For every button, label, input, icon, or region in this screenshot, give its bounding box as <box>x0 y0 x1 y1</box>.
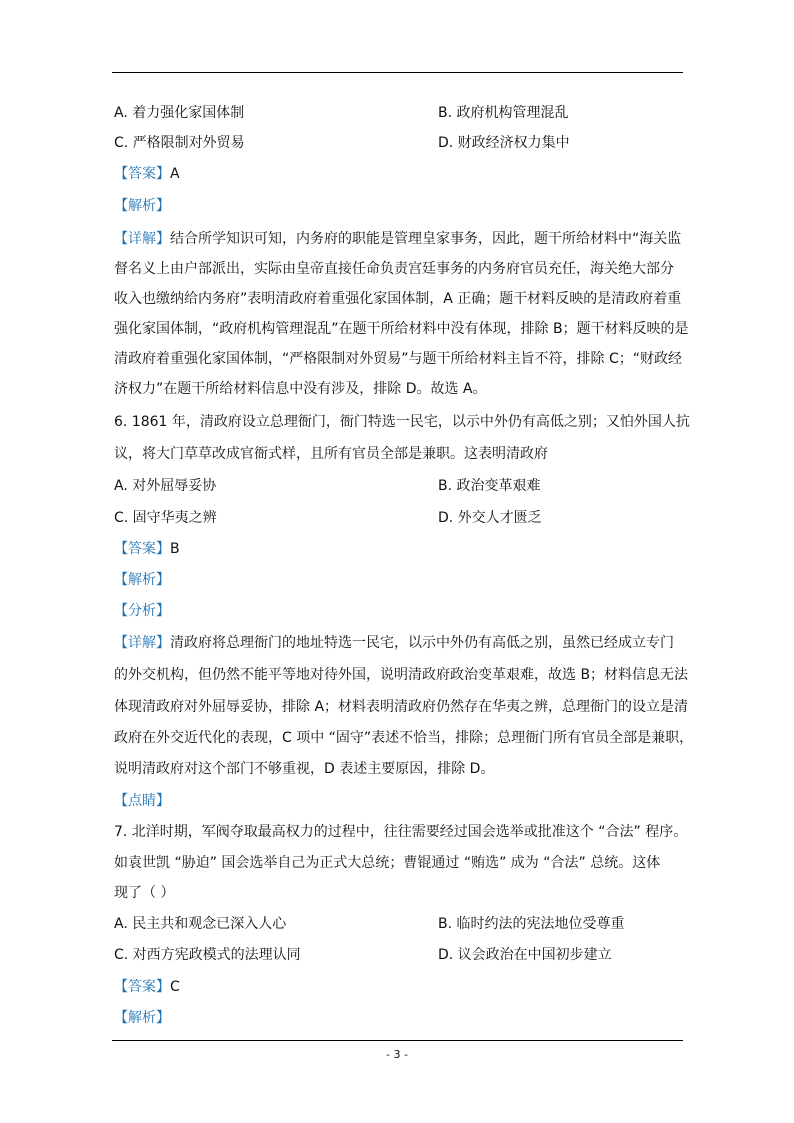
q5-detail-line-5: 清政府着重强化家国体制，“严格限制对外贸易”与题干所给材料主旨不符，排除 C；“财政经 <box>114 351 682 367</box>
q5-detail-line-2: 督名义上由户部派出，实际由皇帝直接任命负责宫廷事务的内务府官员充任，海关绝大部分 <box>114 261 674 277</box>
q6-analysis-tag: 【解析】 <box>114 572 170 588</box>
detail-tag: 【详解】 <box>114 231 170 247</box>
q5-option-d: D. 财政经济权力集中 <box>438 135 570 151</box>
q6-stem-line-1: 6. 1861 年，清政府设立总理衙门，衙门特选一民宅，以示中外仍有高低之别；又怕外国人抗 <box>114 414 690 430</box>
q7-stem-line-1: 7. 北洋时期，军阀夺取最高权力的过程中，往往需要经过国会选举或批准这个 “合法” 程序。 <box>114 824 688 840</box>
answer-value: C <box>170 979 180 995</box>
q6-detail-line-1 <box>114 633 686 653</box>
q5-detail-line-6: 济权力”在题干所给材料信息中没有涉及，排除 D。故选 A。 <box>114 381 487 397</box>
q6-detail-line-5: 说明清政府对这个部门不够重视，D 表述主要原因，排除 D。 <box>114 761 495 777</box>
answer-value: B <box>170 541 180 557</box>
q6-detail-line-4: 政府在外交近代化的表现，C 项中 “固守”表述不恰当，排除；总理衙门所有官员全部是兼职， <box>114 730 694 746</box>
q6-option-a: A. 对外屈辱妥协 <box>114 478 217 494</box>
q6-detail-line-2: 的外交机构，但仍然不能平等地对待外国，说明清政府政治变革艰难，故选 B；材料信息无法 <box>114 667 689 683</box>
q5-option-a: A. 着力强化家国体制 <box>114 105 245 121</box>
q7-option-b: B. 临时约法的宪法地位受尊重 <box>438 916 625 932</box>
header-rule <box>112 72 683 73</box>
q5-detail-line-4: 强化家国体制，“政府机构管理混乱”在题干所给材料中没有体现，排除 B；题干材料反映的是 <box>114 321 689 337</box>
q6-stem-line-2: 议，将大门草草改成官衙式样，且所有官员全部是兼职。这表明清政府 <box>114 446 548 462</box>
answer-tag: 【答案】 <box>114 541 170 557</box>
q6-option-b: B. 政治变革艰难 <box>438 478 541 494</box>
q5-detail-line-3: 收入也缴纳给内务府”表明清政府着重强化家国体制，A 正确；题干材料反映的是清政府着重 <box>114 291 682 307</box>
q5-answer <box>114 164 686 184</box>
q5-option-c: C. 严格限制对外贸易 <box>114 135 245 151</box>
q7-option-c: C. 对西方宪政模式的法理认同 <box>114 947 301 963</box>
q5-detail-line-1 <box>114 229 686 249</box>
answer-tag: 【答案】 <box>114 979 170 995</box>
answer-tag: 【答案】 <box>114 166 170 182</box>
q7-analysis-tag: 【解析】 <box>114 1010 170 1026</box>
footer-rule <box>112 1040 683 1041</box>
answer-value: A <box>170 166 180 182</box>
q7-stem-line-2: 如袁世凯 “胁迫” 国会选举自己为正式大总统；曹锟通过 “贿选” 成为 “合法” 总统。这体 <box>114 855 661 871</box>
q6-answer <box>114 539 686 559</box>
q7-option-a: A. 民主共和观念已深入人心 <box>114 916 287 932</box>
q7-answer <box>114 977 686 997</box>
page-number: - 3 - <box>386 1048 408 1061</box>
q7-option-d: D. 议会政治在中国初步建立 <box>438 947 612 963</box>
q6-option-c: C. 固守华夷之辨 <box>114 510 217 526</box>
q7-stem-line-3: 现了（ ） <box>114 885 175 901</box>
detail-text: 清政府将总理衙门的地址特选一民宅，以示中外仍有高低之别，虽然已经成立专门 <box>170 635 674 651</box>
q5-analysis-tag: 【解析】 <box>114 198 170 214</box>
q6-option-d: D. 外交人才匮乏 <box>438 510 542 526</box>
q6-detail-line-3: 体现清政府对外屈辱妥协，排除 A；材料表明清政府仍然存在华夷之辨，总理衙门的设立是清 <box>114 699 689 715</box>
detail-text: 结合所学知识可知，内务府的职能是管理皇家事务，因此，题干所给材料中“海关监 <box>170 231 682 247</box>
detail-tag: 【详解】 <box>114 635 170 651</box>
q5-option-b: B. 政府机构管理混乱 <box>438 105 569 121</box>
q6-dianjing-tag: 【点睛】 <box>114 793 170 809</box>
q6-fenxi-tag: 【分析】 <box>114 603 170 619</box>
